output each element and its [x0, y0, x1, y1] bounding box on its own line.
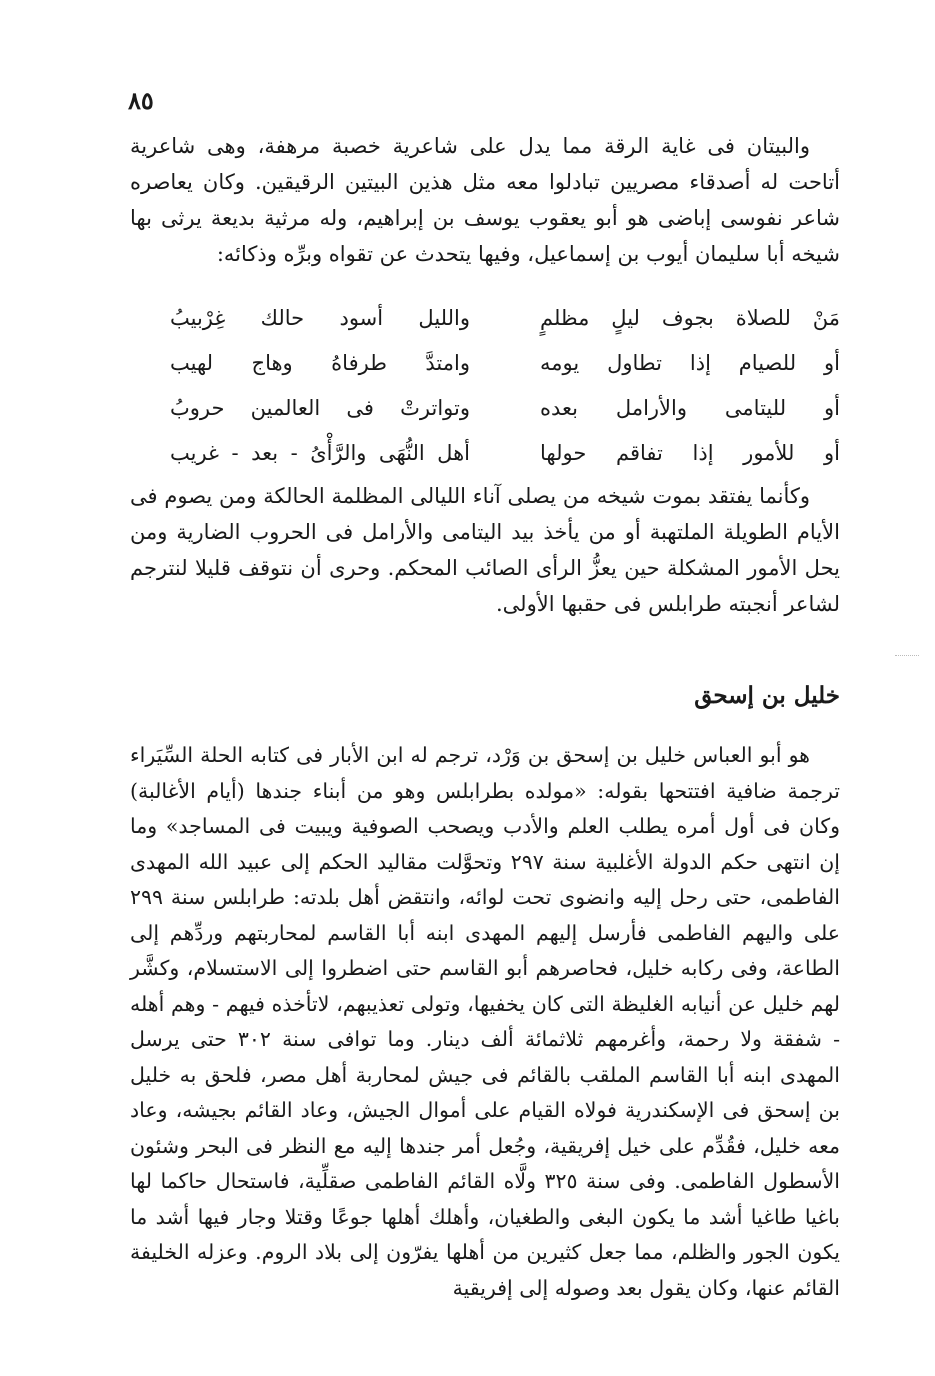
- verse-second-hemistich: أهل النُّهَى والرَّأْىُ - بعد - غريب: [170, 441, 470, 465]
- after-poem-paragraph: [130, 478, 840, 622]
- verse-second-hemistich: وامتدَّ طرفاهُ وهاج لهيب: [170, 351, 470, 375]
- margin-divider: [895, 655, 919, 656]
- section-heading: خليل بن إسحق: [694, 682, 840, 709]
- verse-first-hemistich: مَنْ للصلاة بجوف ليلٍ مظلمٍ: [540, 306, 840, 330]
- poem-verse: [170, 431, 840, 476]
- biography-paragraph: [130, 738, 840, 1306]
- verse-first-hemistich: أو لليتامى والأرامل بعده: [540, 396, 840, 420]
- poem: [170, 296, 840, 476]
- poem-verse: [170, 341, 840, 386]
- poem-verse: [170, 386, 840, 431]
- intro-paragraph: [130, 128, 840, 272]
- verse-second-hemistich: وتواترتْ فى العالمين حروبُ: [170, 396, 470, 420]
- after-poem-text: وكأنما يفتقد بموت شيخه من يصلى آناء الليالى المظلمة الحالكة ومن يصوم فى الأيام الطويلة الملتهبة أو من يأخذ بيد اليتامى والأرامل فى الحروب الضارية ومن يحل الأمور المشكلة حين يعزُّ الرأى الصائب المحكم. وحرى أن نتوقف قليلا لنترجم لشاعر أنجبته طرابلس فى حقبها الأولى.: [130, 484, 840, 616]
- page-number: ٨٥: [128, 86, 154, 115]
- poem-verse: [170, 296, 840, 341]
- intro-text: والبيتان فى غاية الرقة مما يدل على شاعرية خصبة مرهفة، وهى شاعرية أتاحت له أصدقاء مصريين تبادلوا معه مثل هذين البيتين الرقيقين. وكان يعاصره شاعر نفوسى إباضى هو أبو يعقوب يوسف بن إبراهيم، وله مرثية بديعة يرثى بها شيخه أبا سليمان أيوب بن إسماعيل، وفيها يتحدث عن تقواه وبرِّه وذكائه:: [130, 134, 840, 266]
- biography-text: هو أبو العباس خليل بن إسحق بن وَرْد، ترجم له ابن الأبار فى كتابه الحلة السِّيَراء ترجمة ضافية افتتحها بقوله: «مولده بطرابلس وهو من أبناء جندها (أيام الأغالبة) وكان فى أول أمره يطلب العلم والأدب ويصحب الصوفية ويبيت فى المساجد» وما إن انتهى حكم الدولة الأغلبية سنة ٢٩٧ وتحوَّلت مقاليد الحكم إلى عبيد الله المهدى الفاطمى، حتى رحل إليه وانضوى تحت لوائه، وانتقض أهل بلدته: طرابلس سنة ٢٩٩ على واليهم الفاطمى فأرسل إليهم المهدى ابنه أبا القاسم لمحاربتهم وردِّهم إلى الطاعة، وفى ركابه خليل، فحاصرهم أبو القاسم حتى اضطروا إلى الاستسلام، وكشَّر لهم خليل عن أنيابه الغليظة التى كان يخفيها، وتولى تعذيبهم، لاتأخذه فيهم - وهم أهله - شفقة ولا رحمة، وأغرمهم ثلاثمائة ألف دينار. وما توافى سنة ٣٠٢ حتى يرسل المهدى ابنه أبا القاسم الملقب بالقائم فى جيش لمحاربة أهل مصر، فلحق به خليل بن إسحق فى الإسكندرية فولاه القيام على أموال الجيش، وعاد القائم بجيشه، وعاد معه خليل، فقُدِّم على خيل إفريقية، وجُعل أمر جندها إليه مع النظر فى البحر وشئون الأسطول الفاطمى. وفى سنة ٣٢٥ ولَّاه القائم الفاطمى صقلِّية، فاستحال حاكما لها باغيا طاغيا أشد ما يكون البغى والطغيان، وأهلك أهلها جوعًا وقتلا وجار فيها أشد ما يكون الجور والظلم، مما جعل كثيرين من أهلها يفرّون إلى بلاد الروم. وعزله الخليفة القائم عنها، وكان يقول بعد وصوله إلى إفريقية: [130, 743, 840, 1300]
- verse-first-hemistich: أو للصيام إذا تطاول يومه: [540, 351, 840, 375]
- verse-second-hemistich: والليل أسود حالك غِرْبيبُ: [170, 306, 470, 330]
- verse-first-hemistich: أو للأمور إذا تفاقم حولها: [540, 441, 840, 465]
